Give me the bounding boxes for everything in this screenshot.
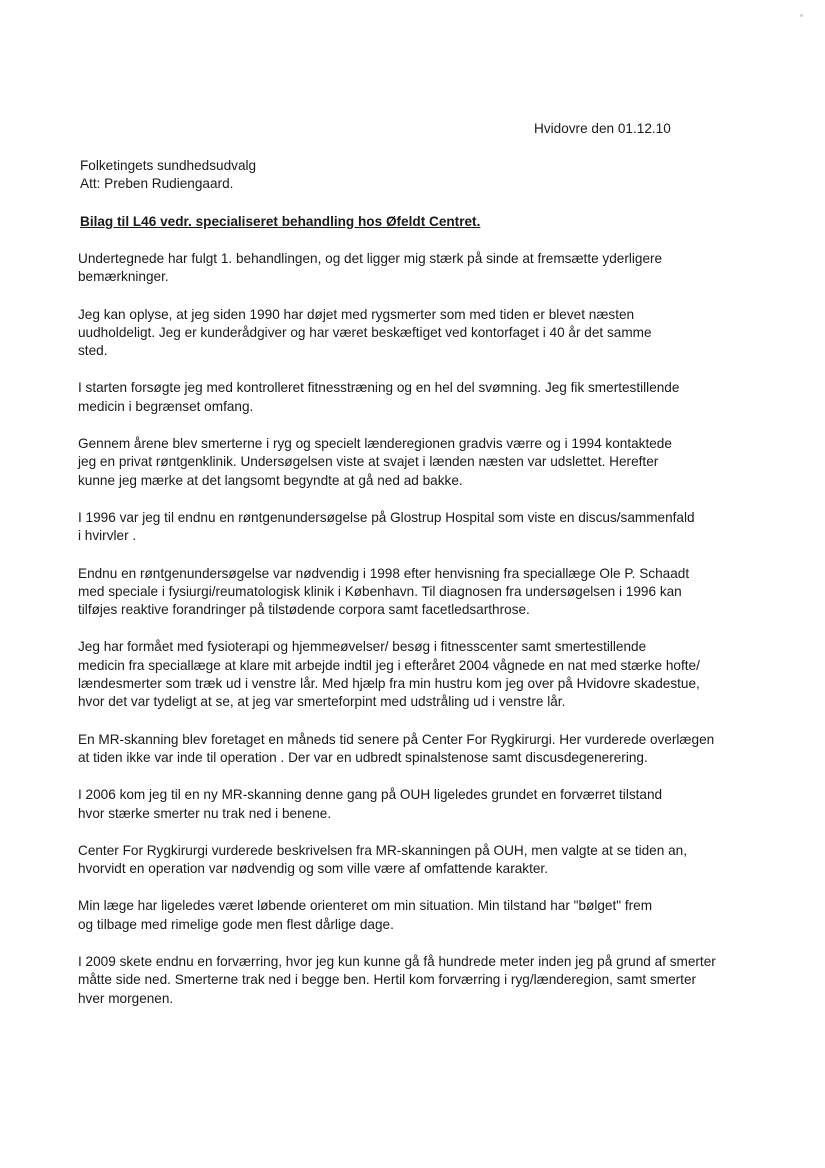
date-line: Hvidovre den 01.12.10 <box>534 121 671 136</box>
body-paragraph <box>78 379 758 416</box>
paragraph-line: Undertegnede har fulgt 1. behandlingen, og det ligger mig stærk på sinde at fremsætte yderligere <box>78 251 663 266</box>
paragraph-line: uudholdeligt. Jeg er kunderådgiver og har været beskæftiget ved kontorfaget i 40 år det samme <box>78 324 652 340</box>
paragraph-line: med speciale i fysiurgi/reumatologisk klinik i København. Til diagnosen fra undersøgelsen i 1996 kan <box>78 583 682 599</box>
paragraph-line: I 2006 kom jeg til en ny MR-skanning denne gang på OUH ligeledes grundet en forværret tilstand <box>78 787 663 803</box>
paragraph-line: lændesmerter som træk ud i venstre lår. Med hjælp fra min hustru kom jeg over på Hvidovre skadestue, <box>78 676 700 692</box>
paragraph-line: og tilbage med rimelige gode men flest dårlige dage. <box>78 916 394 932</box>
body-paragraph <box>78 953 758 1008</box>
paragraph-line: hver morgenen. <box>78 990 174 1006</box>
paragraph-line: Jeg kan oplyse, at jeg siden 1990 har døjet med rygsmerter som med tiden er blevet næsten <box>78 306 635 322</box>
body-paragraph <box>78 435 758 490</box>
paragraph-line: I 2009 skete endnu en forværring, hvor jeg kun kunne gå få hundrede meter inden jeg på grund af smerter <box>78 954 716 970</box>
recipient-block <box>80 157 256 193</box>
paragraph-line: Endnu en røntgenundersøgelse var nødvendig i 1998 efter henvisning fra speciallæge Ole P. Schaadt <box>78 565 690 581</box>
recipient-line: Att: Preben Rudiengaard. <box>80 176 234 191</box>
paragraph-line: hvor det var tydeligt at se, at jeg var smerteforpint med udstråling ud i venstre lår. <box>78 694 566 710</box>
body-paragraph <box>78 842 758 879</box>
recipient-line: Folketingets sundhedsudvalg <box>80 158 257 173</box>
paragraph-line: hvor stærke smerter nu trak ned i benene. <box>78 805 332 821</box>
paragraph-line: jeg en privat røntgenklinik. Undersøgelsen viste at svajet i lænden næsten var udslettet. Herefter <box>78 454 659 470</box>
paragraph-line: kunne jeg mærke at det langsomt begyndte at gå ned ad bakke. <box>78 472 463 488</box>
paragraph-line: Min læge har ligeledes været løbende orienteret om min situation. Min tilstand har "bølget" frem <box>78 898 653 914</box>
paragraph-line: bemærkninger. <box>78 269 169 285</box>
paragraph-line: at tiden ikke var inde til operation . Der var en udbredt spinalstenose samt discusdegenerering. <box>78 749 648 765</box>
paragraph-line: hvorvidt en operation var nødvendig og som ville være af omfattende karakter. <box>78 861 548 877</box>
body-paragraph <box>78 306 758 361</box>
paragraph-line: Center For Rygkirurgi vurderede beskrivelsen fra MR-skanningen på OUH, men valgte at se tiden an, <box>78 842 687 858</box>
paragraph-line: En MR-skanning blev foretaget en måneds tid senere på Center For Rygkirurgi. Her vurderede overlægen <box>78 731 715 747</box>
letter-subject: Bilag til L46 vedr. specialiseret behandling hos Øfeldt Centret. <box>80 214 481 229</box>
body-paragraph <box>78 731 758 768</box>
paragraph-line: medicin fra speciallæge at klare mit arbejde indtil jeg i efteråret 2004 vågnede en nat med stærke hofte/ <box>78 657 700 673</box>
paragraph-line: sted. <box>78 343 108 359</box>
paragraph-line: tilføjes reaktive forandringer på tilstødende corpora samt facetledsarthrose. <box>78 602 530 618</box>
paragraph-line: Jeg har formået med fysioterapi og hjemmeøvelser/ besøg i fitnesscenter samt smertestillende <box>78 639 647 655</box>
paragraph-line: måtte side ned. Smerterne trak ned i begge ben. Hertil kom forværring i ryg/lænderegion, samt smerter <box>78 972 697 988</box>
body-paragraph <box>78 509 758 546</box>
letter-body <box>78 250 758 1027</box>
scan-speck <box>800 14 803 17</box>
paragraph-line: Gennem årene blev smerterne i ryg og specielt lænderegionen gradvis værre og i 1994 kontaktede <box>78 436 672 452</box>
paragraph-line: I starten forsøgte jeg med kontrolleret fitnesstræning og en hel del svømning. Jeg fik smertestillende <box>78 380 680 396</box>
body-paragraph <box>78 638 758 711</box>
paragraph-line: medicin i begrænset omfang. <box>78 398 254 414</box>
body-paragraph <box>78 250 758 287</box>
paragraph-line: i hvirvler . <box>78 528 137 544</box>
body-paragraph <box>78 565 758 620</box>
body-paragraph <box>78 786 758 823</box>
body-paragraph <box>78 897 758 934</box>
paragraph-line: I 1996 var jeg til endnu en røntgenundersøgelse på Glostrup Hospital som viste en discus/sammenfald <box>78 509 695 525</box>
